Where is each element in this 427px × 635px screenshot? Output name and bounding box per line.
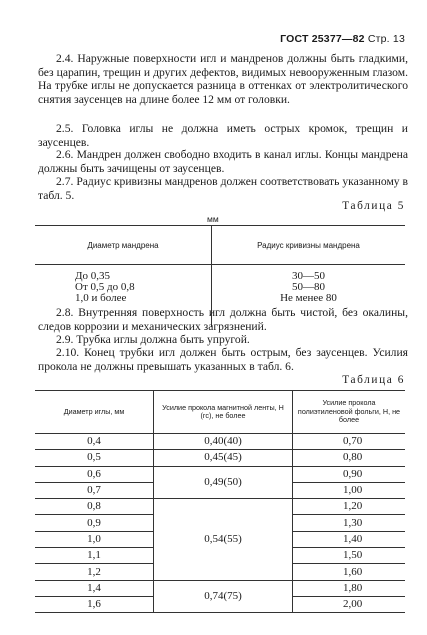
- paragraph-2-5: 2.5. Головка иглы не должна иметь острых кромок, трещин и заусенцев.: [38, 122, 408, 149]
- paragraph-2-4: 2.4. Наружные поверхности игл и мандренов должны быть гладкими, без царапин, трещин и других дефектов, видимых невооруженным глазом. На трубке иглы не допускается разница в оттенках от электролитического снятия заусенцев на длине более 12 мм от головки.: [38, 52, 408, 106]
- paragraph-2-6: 2.6. Мандрен должен свободно входить в канал иглы. Концы мандрена должны быть зачищены от заусенцев.: [38, 148, 408, 175]
- table6-diameter: 1,0: [35, 531, 154, 547]
- table6-foil-force: 1,50: [293, 548, 406, 564]
- paragraph-2-8: 2.8. Внутренняя поверхность игл должна быть чистой, без окалины, следов коррозии и механических загрязнений.: [38, 306, 408, 333]
- table6-foil-force: 0,80: [293, 450, 406, 466]
- table6-tape-force: 0,49(50): [154, 466, 293, 499]
- table5-caption: Таблица 5: [342, 200, 405, 212]
- table6-foil-force: 2,00: [293, 596, 406, 612]
- table6-diameter: 0,5: [35, 450, 154, 466]
- table6-diameter: 0,4: [35, 434, 154, 450]
- table5-header-diameter: Диаметр мандрена: [35, 226, 212, 265]
- table6-diameter: 0,9: [35, 515, 154, 531]
- standard-code: ГОСТ 25377—82: [280, 33, 365, 45]
- table6-foil-force: 0,90: [293, 466, 406, 482]
- table6-caption: Таблица 6: [342, 374, 405, 386]
- table5-cell: 1,0 и более: [75, 292, 127, 304]
- table5-units: мм: [207, 214, 219, 224]
- table6-diameter: 1,1: [35, 548, 154, 564]
- table6-diameter: 0,8: [35, 499, 154, 515]
- table6-foil-force: 1,60: [293, 564, 406, 580]
- table6-header-tape-force: Усилие прокола магнитной ленты, Н (гс), не более: [154, 391, 293, 434]
- page-number: Стр. 13: [367, 33, 405, 45]
- table6: [35, 390, 405, 613]
- table6-foil-force: 1,40: [293, 531, 406, 547]
- table6-diameter: 0,7: [35, 482, 154, 498]
- table6-diameter: 0,6: [35, 466, 154, 482]
- table6-diameter: 1,6: [35, 596, 154, 612]
- table5-cell: От 0,5 до 0,8: [75, 281, 135, 293]
- table6-foil-force: 1,00: [293, 482, 406, 498]
- table5-cell: 30—50: [292, 270, 325, 282]
- table6-foil-force: 1,20: [293, 499, 406, 515]
- paragraph-2-10: 2.10. Конец трубки игл должен быть острым, без заусенцев. Усилия прокола не должны превышать указанных в табл. 6.: [38, 346, 408, 373]
- table6-foil-force: 0,70: [293, 434, 406, 450]
- table6-header-diameter: Диаметр иглы, мм: [35, 391, 154, 434]
- table6-tape-force: 0,40(40): [154, 434, 293, 450]
- table5-cell: 50—80: [292, 281, 325, 293]
- page-header: [280, 33, 405, 45]
- table6-diameter: 1,4: [35, 580, 154, 596]
- table6-tape-force: 0,74(75): [154, 580, 293, 613]
- table5-cell: Не менее 80: [280, 292, 337, 304]
- paragraph-2-7: 2.7. Радиус кривизны мандренов должен соответствовать указанному в табл. 5.: [38, 175, 408, 202]
- table6-foil-force: 1,80: [293, 580, 406, 596]
- table5-cell: До 0,35: [75, 270, 111, 282]
- table5-header-radius: Радиус кривизны мандрена: [257, 240, 360, 250]
- table6-foil-force: 1,30: [293, 515, 406, 531]
- table6-tape-force: 0,45(45): [154, 450, 293, 466]
- table6-diameter: 1,2: [35, 564, 154, 580]
- table6-header-foil-force: Усилие прокола полиэтиленовой фольги, Н, не более: [293, 391, 406, 434]
- table6-tape-force: 0,54(55): [154, 499, 293, 580]
- paragraph-2-9: 2.9. Трубка иглы должна быть упругой.: [56, 333, 250, 346]
